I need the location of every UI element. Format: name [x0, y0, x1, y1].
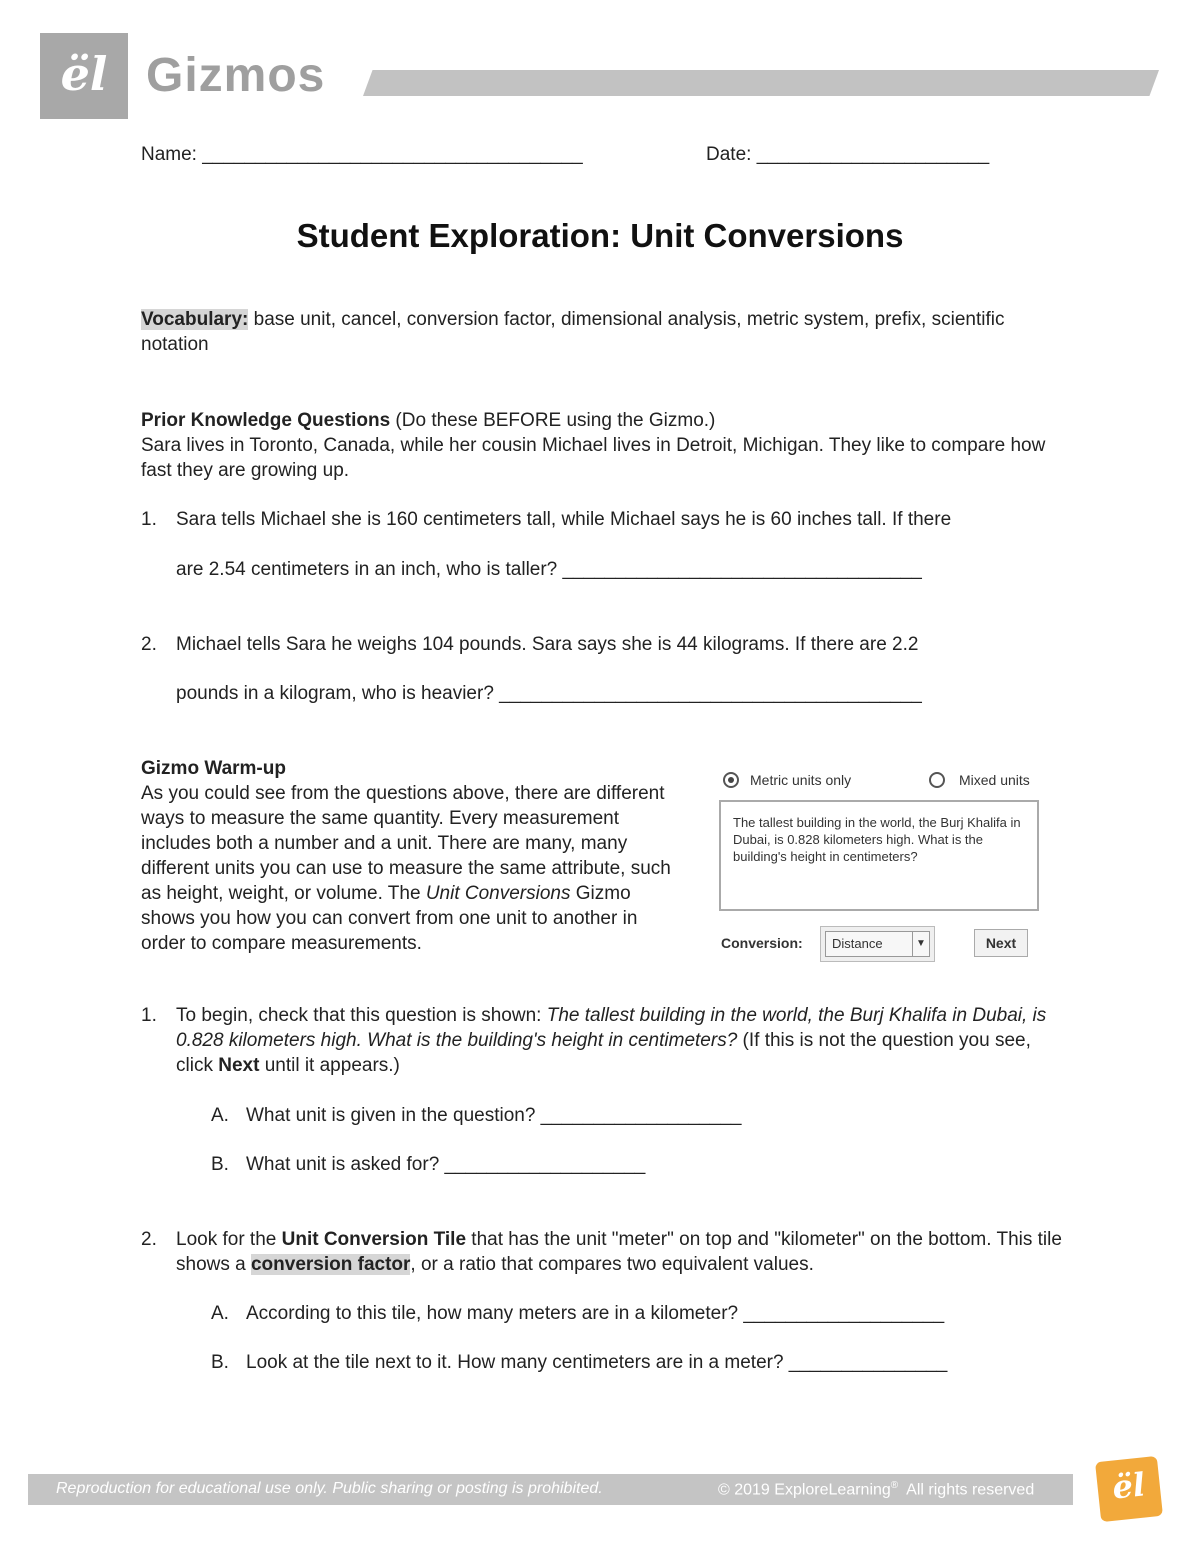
footer-disclaimer: Reproduction for educational use only. Public sharing or posting is prohibited. [56, 1480, 603, 1497]
pk-question-2-line-2[interactable]: pounds in a kilogram, who is heavier? ________________________________________ [176, 683, 922, 704]
conversion-select-value: Distance [832, 936, 883, 951]
footer-bar [28, 1474, 1073, 1505]
warmup-q2a-letter: A. [211, 1303, 229, 1324]
explorelearning-footer-logo-icon: ël [1110, 1465, 1147, 1507]
warmup-q1-number: 1. [141, 1005, 157, 1026]
warmup-paragraph [141, 781, 671, 956]
prior-knowledge-intro: Sara lives in Toronto, Canada, while her cousin Michael lives in Detroit, Michigan. They like to compare how fast they are growing up. [141, 435, 1046, 481]
prior-knowledge-section [141, 408, 1061, 483]
warmup-q2-part-3: , or a ratio that compares two equivalent values. [410, 1254, 814, 1275]
gizmos-logo [40, 33, 128, 119]
warmup-q1a-text[interactable]: What unit is given in the question? ___________________ [246, 1105, 742, 1126]
date-field[interactable]: Date: ______________________ [706, 144, 990, 165]
warmup-q1a-letter: A. [211, 1105, 229, 1126]
warmup-q2b-letter: B. [211, 1352, 229, 1373]
name-field[interactable]: Name: ____________________________________ [141, 144, 583, 165]
conversion-factor-term: conversion factor [250, 1254, 411, 1275]
warmup-q1-italic: The tallest building in the world, the Burj Khalifa in Dubai, is 0.828 kilometers high. What is the building's height in centimeters? [176, 1005, 1047, 1051]
warmup-q1-text [176, 1003, 1066, 1078]
warmup-q1-intro: To begin, check that this question is shown: [176, 1005, 547, 1026]
next-button[interactable]: Next [974, 929, 1028, 957]
warmup-q1b-text[interactable]: What unit is asked for? ___________________ [246, 1154, 646, 1175]
footer-copyright-text: © 2019 ExploreLearning [718, 1481, 891, 1499]
explorelearning-logo-icon: ël [60, 47, 108, 101]
warmup-text-2: Gizmo shows you how you can convert from one unit to another in order to compare measurements. [141, 883, 638, 954]
registered-mark: ® [890, 1480, 899, 1491]
warmup-q2b-text[interactable]: Look at the tile next to it. How many centimeters are in a meter? _______________ [246, 1352, 948, 1373]
warmup-text-1: As you could see from the questions above, there are different ways to measure the same quantity. Every measurement includes both a number and a unit. There are many, many different units you can use to measure the same attribute, such as height, weight, or volume. The [141, 783, 671, 904]
footer-copyright [718, 1480, 1034, 1499]
explorelearning-footer-logo [1095, 1456, 1163, 1522]
pk-question-1-line-1: Sara tells Michael she is 160 centimeters tall, while Michael says he is 60 inches tall. If there [176, 509, 952, 530]
chevron-down-icon[interactable]: ▼ [912, 932, 929, 956]
brand-name: Gizmos [146, 49, 326, 102]
prior-knowledge-heading: Prior Knowledge Questions [141, 410, 391, 431]
warmup-q1-next-ref: Next [218, 1055, 260, 1076]
metric-units-label: Metric units only [750, 772, 852, 788]
warmup-q2-number: 2. [141, 1229, 157, 1250]
warmup-text-italic: Unit Conversions [425, 883, 571, 904]
warmup-q1-end: until it appears.) [259, 1055, 400, 1076]
warmup-q2a-text[interactable]: According to this tile, how many meters are in a kilometer? ___________________ [246, 1303, 945, 1324]
pk-question-2-number: 2. [141, 634, 157, 655]
header-bar [363, 70, 1159, 96]
warmup-section [141, 756, 671, 956]
pk-question-1-line-2[interactable]: are 2.54 centimeters in an inch, who is taller? __________________________________ [176, 559, 922, 580]
conversion-label: Conversion: [721, 935, 803, 951]
pk-question-2-line-1: Michael tells Sara he weighs 104 pounds. Sara says she is 44 kilograms. If there are 2.2 [176, 634, 919, 655]
conversion-select-inner [825, 931, 930, 957]
mixed-units-label: Mixed units [959, 772, 1030, 788]
metric-units-radio[interactable] [723, 772, 739, 788]
warmup-q1b-letter: B. [211, 1154, 229, 1175]
warmup-q2-text [176, 1227, 1066, 1277]
warmup-q2-part-1: Look for the [176, 1229, 282, 1250]
vocabulary-label: Vocabulary: [141, 309, 249, 330]
gizmo-question-box [719, 800, 1039, 911]
footer-rights: All rights reserved [898, 1481, 1035, 1499]
vocabulary-terms: base unit, cancel, conversion factor, dimensional analysis, metric system, prefix, scientific notation [141, 309, 1005, 355]
warmup-heading: Gizmo Warm-up [141, 758, 286, 779]
page-title: Student Exploration: Unit Conversions [296, 217, 904, 254]
conversion-select[interactable] [820, 926, 935, 962]
vocabulary-paragraph [141, 307, 1061, 357]
warmup-q1-after: (If this is not the question you see, click [176, 1030, 1031, 1076]
warmup-q2-tile-term: Unit Conversion Tile [281, 1229, 467, 1250]
gizmo-question-text: The tallest building in the world, the Burj Khalifa in Dubai, is 0.828 kilometers high. What is the building's height in centimeters? [733, 815, 1021, 864]
pk-question-1-number: 1. [141, 509, 157, 530]
warmup-q2-part-2: that has the unit "meter" on top and "kilometer" on the bottom. This tile shows a [176, 1229, 1062, 1275]
prior-knowledge-note: (Do these BEFORE using the Gizmo.) [390, 410, 716, 431]
mixed-units-radio[interactable] [929, 772, 945, 788]
